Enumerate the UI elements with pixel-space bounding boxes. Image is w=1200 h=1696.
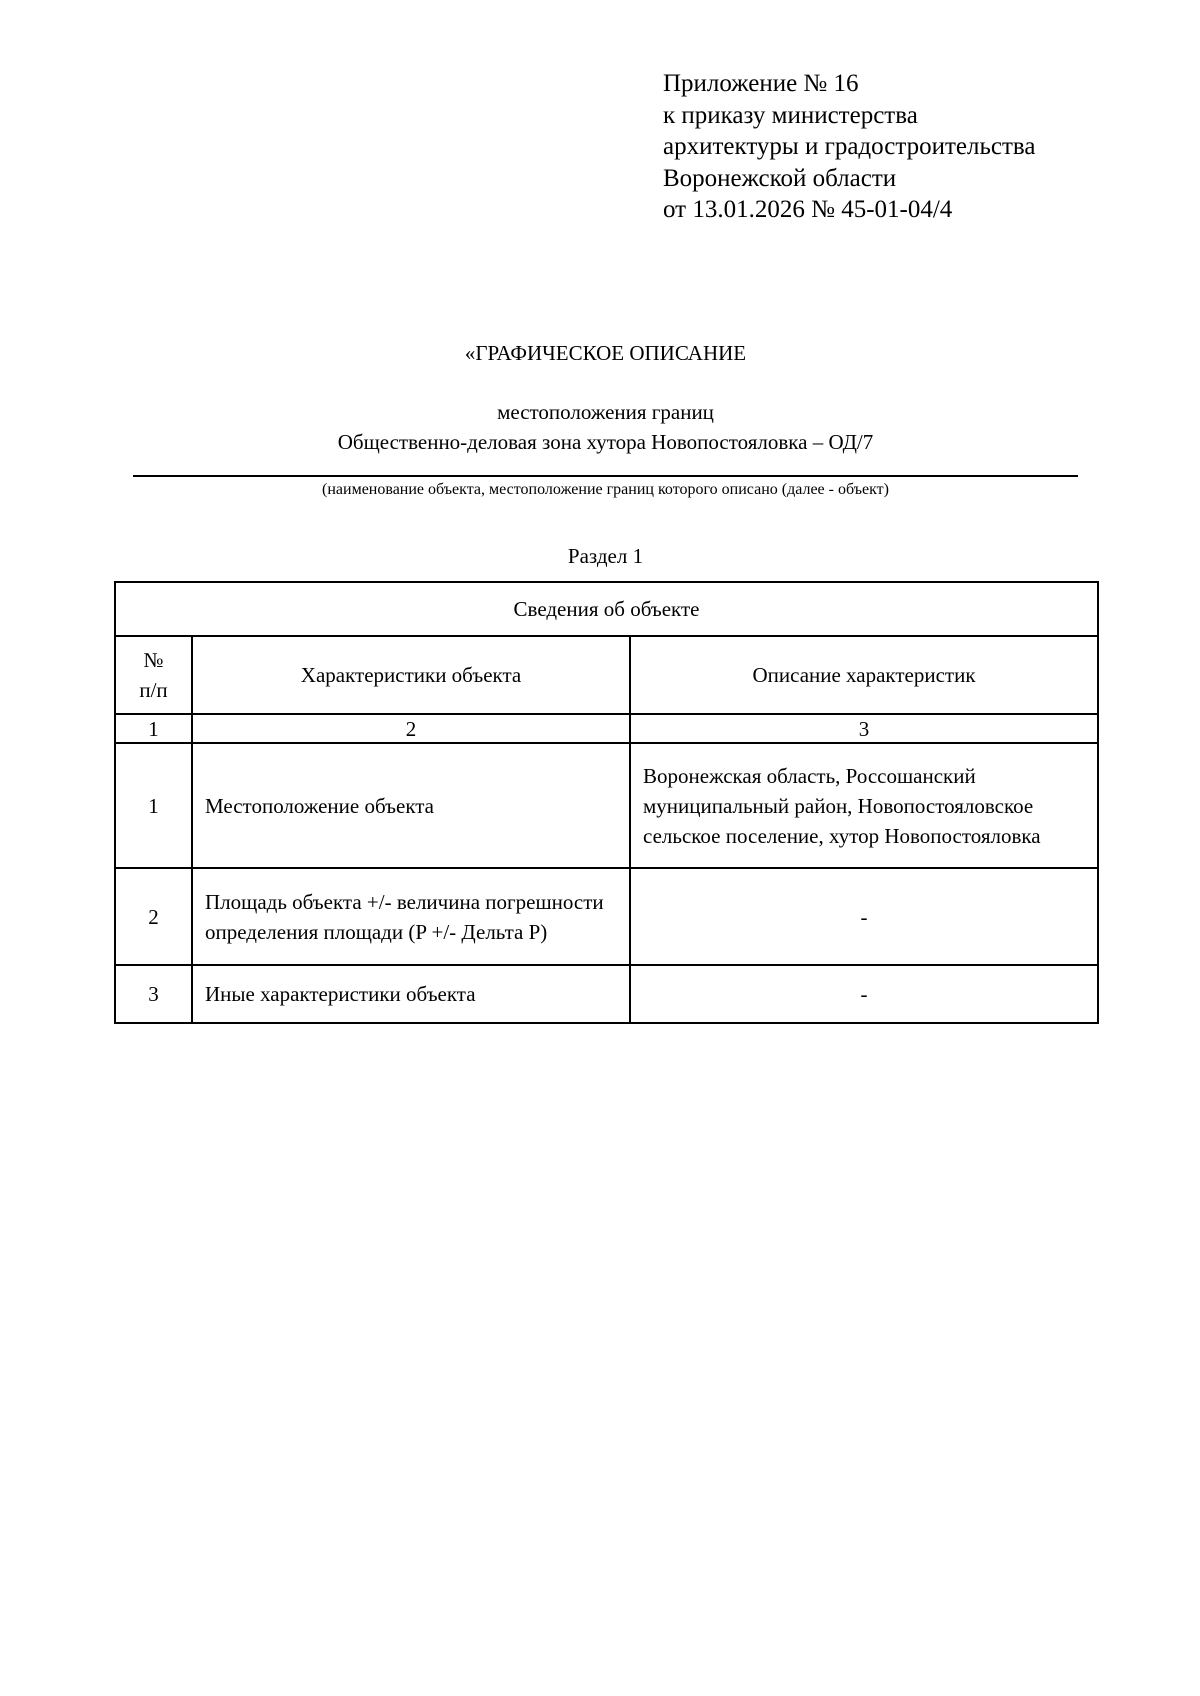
row-characteristic: Площадь объекта +/- величина погрешности определения площади (P +/- Дельта P) bbox=[192, 868, 630, 965]
table-row bbox=[115, 868, 1098, 965]
header-number-abbr: п/п bbox=[139, 678, 168, 702]
table-row bbox=[115, 965, 1098, 1023]
row-description: - bbox=[630, 965, 1098, 1023]
appendix-line: архитектуры и градостроительства bbox=[663, 133, 1036, 160]
object-caption: (наименование объекта, местоположение границ которого описано (далее - объект) bbox=[322, 481, 889, 498]
header-characteristic: Характеристики объекта bbox=[192, 636, 630, 714]
column-number-row bbox=[115, 714, 1098, 743]
table-header-row bbox=[115, 636, 1098, 714]
section-heading: Раздел 1 bbox=[567, 544, 644, 568]
column-number: 3 bbox=[630, 714, 1098, 743]
table-caption-row bbox=[115, 582, 1098, 636]
appendix-block bbox=[663, 68, 1035, 226]
row-description: Воронежская область, Россошанский муниципальный район, Новопостояловское сельское поселение, хутор Новопостояловка bbox=[630, 743, 1098, 868]
document-subtitle bbox=[0, 397, 1200, 457]
underline-rule bbox=[133, 475, 1078, 477]
header-number-sign: № bbox=[143, 648, 164, 672]
row-characteristic: Иные характеристики объекта bbox=[192, 965, 630, 1023]
row-number: 1 bbox=[115, 743, 192, 868]
table-row bbox=[115, 743, 1098, 868]
row-characteristic: Местоположение объекта bbox=[192, 743, 630, 868]
object-info-table bbox=[114, 581, 1099, 1024]
row-description: - bbox=[630, 868, 1098, 965]
column-number: 2 bbox=[192, 714, 630, 743]
row-number: 3 bbox=[115, 965, 192, 1023]
document-title: «ГРАФИЧЕСКОЕ ОПИСАНИЕ bbox=[464, 341, 747, 365]
subtitle-line: местоположения границ bbox=[497, 400, 714, 424]
header-description: Описание характеристик bbox=[630, 636, 1098, 714]
appendix-line: от 13.01.2026 № 45-01-04/4 bbox=[663, 196, 953, 223]
row-number: 2 bbox=[115, 868, 192, 965]
object-name: Общественно-деловая зона хутора Новопостояловка – ОД/7 bbox=[337, 430, 874, 454]
header-number bbox=[115, 636, 192, 714]
appendix-line: Приложение № 16 bbox=[663, 70, 859, 97]
column-number: 1 bbox=[115, 714, 192, 743]
appendix-line: Воронежской области bbox=[663, 164, 897, 192]
appendix-line: к приказу министерства bbox=[663, 101, 918, 129]
table-caption: Сведения об объекте bbox=[115, 582, 1098, 636]
